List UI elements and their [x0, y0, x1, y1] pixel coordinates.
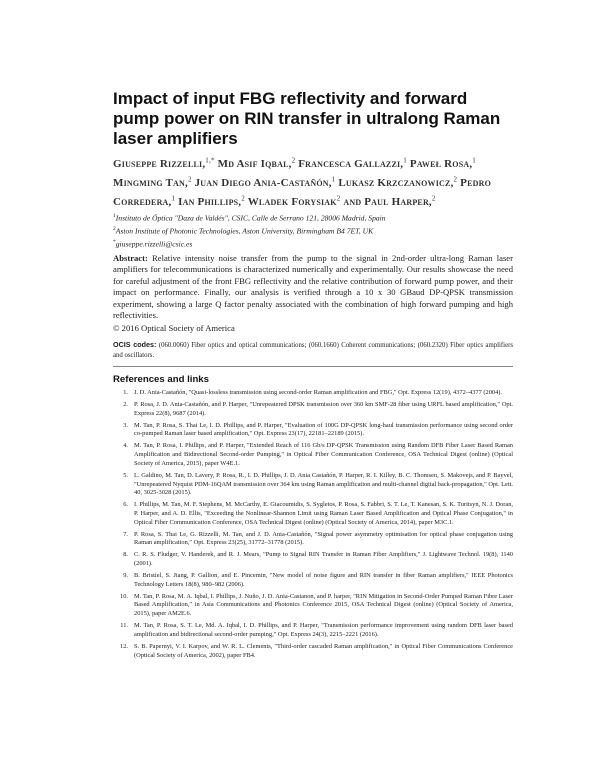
reference-number: 5. — [123, 471, 128, 479]
reference-number: 10. — [120, 592, 128, 600]
affiliation-text[interactable]: giuseppe.rizzelli@csic.es — [115, 239, 193, 249]
affiliation-line — [113, 211, 513, 224]
author-affiliation-mark: 2 — [241, 194, 245, 203]
ocis-label: OCIS codes: — [113, 340, 157, 349]
reference-text: M. Tan, P. Rosa, S. Thai Le, I. D. Phillips, and P. Harper, "Evaluation of 100G DP-QPSK long-haul transmission performance using second order co-pumped Raman laser based amplification," Opt. Express 23(17), 22181–22189 (2015). — [134, 421, 513, 438]
author — [113, 158, 215, 170]
abstract-text: Relative intensity noise transfer from the pump to the signal in 2nd-order ultra-long Raman laser amplifiers for telecommunications is characterized numerically and experimentally. Our results showcase the need for careful adjustment of the front FBG reflectivity and the relative contribution of forward pump power, and their impact on performance. Finally, our analysis is verified through a 10 x 30 GBaud DP-QPSK transmission experiment, showing a large Q factor penalty associated with the combination of high forward pumping and high reflectivities. — [113, 253, 513, 321]
author — [113, 177, 192, 189]
reference-text: P. Rosa, S. Thai Le, G. Rizzelli, M. Tan, and J. D. Ania-Castañón, "Signal power asymmetry optimisation for optical phase conjugation using Raman amplification," Opt. Express 23(25), 31772–31778 (2015). — [134, 530, 513, 547]
author-name: Giuseppe Rizzelli, — [113, 157, 206, 170]
author-name: Paweł Rosa, — [409, 157, 473, 170]
affiliations — [113, 211, 513, 249]
reference-item — [113, 593, 513, 619]
reference-number: 11. — [120, 622, 128, 630]
author-affiliation-mark: 1 — [403, 156, 407, 164]
reference-text: J. D. Ania-Castañón, "Quasi-lossless transmission using second-order Raman amplification and FBG," Opt. Express 12(19), 4372–4377 (2004). — [134, 389, 503, 396]
reference-item — [113, 422, 513, 439]
reference-item — [113, 622, 513, 639]
author — [338, 177, 457, 189]
reference-item — [113, 389, 513, 398]
author — [218, 158, 296, 170]
reference-item — [113, 501, 513, 527]
reference-item — [113, 442, 513, 468]
author — [178, 196, 245, 208]
reference-number: 3. — [123, 421, 128, 429]
author — [410, 158, 476, 170]
author-name: Ian Phillips, — [178, 195, 242, 208]
author-affiliation-mark: 2 — [336, 194, 341, 203]
reference-item — [113, 531, 513, 548]
reference-item — [113, 472, 513, 498]
author-name: Lukasz Krzczanowicz, — [338, 176, 454, 189]
affiliation-mark: 1 — [113, 213, 116, 219]
author-name: Wladek Forysiak — [247, 195, 337, 208]
author-list — [113, 153, 513, 210]
abstract-label: Abstract: — [113, 253, 148, 263]
reference-number: 6. — [123, 501, 128, 509]
affiliation-text: Instituto de Óptica "Daza de Valdés", CSIC, Calle de Serrano 121, 28006 Madrid, Spain — [115, 213, 386, 223]
copyright-notice: © 2016 Optical Society of America — [113, 323, 235, 333]
affiliation-text: Aston Institute of Photonic Technologies, Aston University, Birmingham B4 7ET, UK — [115, 226, 374, 236]
reference-number: 2. — [123, 401, 128, 408]
author-affiliation-mark: 1 — [331, 175, 336, 184]
reference-text: I. Phillips, M. Tan, M. F. Stephens, M. McCarthy, E. Giacoumidis, S. Sygletos, P. Rosa, S. Fabbri, S. T. Le, T. Kanesan, S. K. Turitsyn, N. J. Doran, P. Harper, and A. D. Ellis, "Exceeding the Nonlinear-Shannon Limit using Raman Laser Based Amplification and Optical Phase Conjugation," in Optical Fiber Communication Conference, OSA Technical Digest (online) (Optical Society of America, 2014), paper M3C.1. — [134, 501, 513, 526]
reference-text: P. Rosa, J. D. Ania-Castañón, and P. Harper, "Unrepeatered DPSK transmission over 360 km SMF-28 fiber using URFL based amplification," Opt. Express 22(8), 9687 (2014). — [134, 401, 513, 417]
author-affiliation-mark: 2 — [453, 175, 458, 184]
author-name: Pedro Corredera, — [113, 176, 492, 208]
author — [195, 177, 336, 189]
author-name: Juan Diego Ania-Castañón, — [194, 176, 332, 189]
reference-item — [113, 643, 513, 660]
ocis-codes — [113, 340, 513, 360]
author-name: Mingming Tan, — [113, 176, 188, 189]
reference-number: 4. — [123, 442, 128, 450]
reference-text: M. Tan, P. Rosa, M. A. Iqbal, I. Phillips, J. Nuño, J. D. Ania-Castanon, and P. harper, "RIN Mitigation in Second-Order Pumped Raman Fibre Laser Based Amplification," in Asia Communications and Photonics Conference 2015, OSA Technical Digest (online) (Optical Society of America, 2015), paper AM2E.6. — [134, 592, 513, 618]
reference-text: B. Bristiel, S. Jiang, P. Gallion, and E. Pincemin, "New model of noise figure and RIN transfer in fiber Raman amplifiers," IEEE Photonics Technology Letters 18(8), 980–982 (2006). — [134, 572, 513, 588]
reference-item — [113, 572, 513, 589]
ocis-text: (060.0060) Fiber optics and optical communications; (060.1660) Coherent communications; (060.2320) Fiber optics amplifiers and oscillators. — [113, 342, 513, 359]
references-heading: References and links — [113, 374, 209, 385]
reference-number: 8. — [123, 551, 128, 559]
reference-number: 9. — [123, 572, 128, 580]
author-affiliation-mark: 1 — [472, 156, 476, 164]
reference-item — [113, 401, 513, 418]
author-affiliation-mark: 1,* — [205, 156, 215, 164]
author — [298, 158, 407, 170]
author-name: Md Asif Iqbal, — [217, 157, 292, 170]
reference-number: 1. — [123, 389, 128, 396]
reference-text: L. Galdino, M. Tan, D. Lavery, P. Rosa, R., I. D. Phillips, J. D. Ania Castañón, P. Harper, R. I. Killey, B. C. Thomsen, S. Makovejs, and P. Bayvel, "Unrepeatered Nyquist PDM-16QAM transmission over 364 km using Raman amplification and multi-channel digital back-propagation," Opt. Lett. 40, 3025-3028 (2015). — [134, 471, 513, 497]
author-affiliation-mark: 2 — [187, 175, 192, 184]
reference-item — [113, 551, 513, 568]
reference-text: S. B. Papernyi, V. I. Karpov, and W. R. L. Clements, "Third-order cascaded Raman amplification," in Optical Fiber Communications Conference (Optical Society of America, 2002), paper FB4. — [134, 642, 513, 659]
author — [248, 196, 341, 208]
reference-number: 7. — [123, 530, 128, 538]
author — [343, 196, 435, 208]
reference-text: C. R. S. Fludger, V. Handerek, and R. J. Mears, "Pump to Signal RIN Transfer in Raman Fiber Amplifiers," J. Lightwave Technol. 19(8), 1140 (2001). — [134, 551, 513, 568]
reference-text: M. Tan, P. Rosa, S. T. Le, Md. A. Iqbal, I. D. Phillips, and P. Harper, "Transmission performance improvement using random DFB laser based amplification and bidirectional second-order pumping," Opt. Express 24(3), 2215–2221 (2016). — [134, 622, 513, 638]
author-affiliation-mark: 2 — [431, 194, 436, 203]
reference-list — [113, 389, 513, 664]
author-affiliation-mark: 1 — [171, 194, 176, 203]
reference-number: 12. — [120, 642, 128, 650]
author-name: and Paul Harper, — [343, 195, 432, 208]
affiliation-line — [113, 237, 513, 250]
author-name: Francesca Gallazzi, — [298, 157, 404, 170]
affiliation-line — [113, 224, 513, 237]
paper-title: Impact of input FBG reflectivity and forward pump power on RIN transfer in ultralong Raman laser amplifiers — [113, 89, 501, 148]
reference-text: M. Tan, P. Rosa, I. Phillips, and P. Harper, "Extended Reach of 116 Gb/s DP-QPSK Transmission using Random DFB Fiber Laser Based Raman Amplification and Bidirectional Second-order Pumping," in Optical Fiber Communication Conference, OSA Technical Digest (online) (Optical Society of America, 2015), paper W4E.1. — [134, 442, 513, 467]
affiliation-mark: * — [113, 238, 116, 245]
affiliation-mark: 2 — [113, 225, 116, 232]
author-affiliation-mark: 2 — [291, 156, 296, 164]
abstract — [113, 253, 513, 321]
section-divider — [113, 366, 513, 367]
